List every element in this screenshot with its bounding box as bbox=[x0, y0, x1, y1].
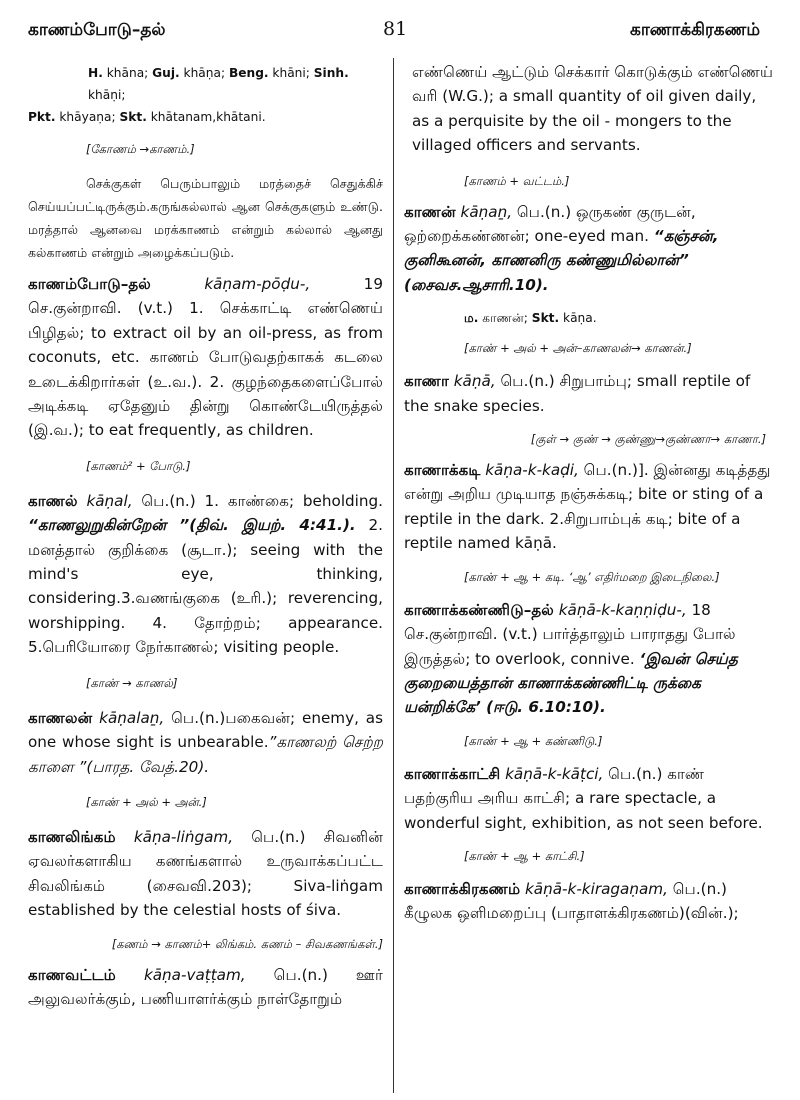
cognate-label: Pkt. bbox=[28, 110, 56, 124]
transliteration: kāṇa-liṅgam, bbox=[115, 827, 234, 846]
headword: காணாக்காட்சி bbox=[404, 764, 501, 783]
entry-kanakkiraganam bbox=[404, 877, 776, 926]
transliteration: kāṇa-k-kaḍi, bbox=[480, 461, 579, 480]
page-header bbox=[28, 18, 760, 58]
definition: 19 செ.குன்றாவி. (v.t.) 1. செக்காட்டி எண்ணெய் பிழிதல்; to extract oil by an oil-press, as from coconuts, etc. காணம் போடுவதற்காகக் கடலை உடைக்கிறார்கள் (உ.வ.). 2. குழந்தைகளைப்போல் அடிக்கடி ஏதேனும் தின்று கொண்டேயிருத்தல் (இ.வ.); to eat frequently, as children. bbox=[28, 275, 383, 440]
etymology: [காண் → காணல்] bbox=[86, 675, 178, 690]
column-divider bbox=[393, 58, 394, 1093]
definition: பெ.(n.) ஊர் அலுவலர்க்கும், பணியாளர்க்கும் நாள்தோறும் bbox=[28, 965, 383, 1008]
transliteration: kāṇā-k-kiragaṇam, bbox=[520, 879, 668, 898]
headword: காணல் bbox=[28, 491, 78, 510]
cognate-label: Skt. bbox=[119, 110, 147, 124]
entry-kanalan bbox=[28, 706, 383, 779]
cognate-label: Skt. bbox=[531, 311, 560, 326]
etymology: [காண் + ஆ + காட்சி.] bbox=[464, 848, 585, 863]
cognate-label: H. bbox=[88, 66, 103, 80]
entry-kanan bbox=[404, 200, 776, 298]
headword: காணம்போடு–தல் bbox=[28, 275, 151, 293]
etymology: [குள் → குண் → குண்ணு→குண்ணா→ காணா.] bbox=[530, 432, 766, 447]
page-number: 81 bbox=[383, 18, 408, 40]
headword: காணலன் bbox=[28, 708, 93, 727]
etymology: [காணம்² + போடு.] bbox=[86, 458, 191, 473]
entry-continuation: எண்ணெய் ஆட்டும் செக்கார் கொடுக்கும் எண்ணெய் வரி (W.G.); a small quantity of oil given daily, as a perquisite by the oil - mongers to the villaged officers and servants. bbox=[412, 63, 773, 155]
transliteration: kāṇa-vaṭṭam, bbox=[115, 965, 246, 984]
header-right-guideword: காணாக்கிரகணம் bbox=[629, 20, 760, 40]
entry-kanakkadi bbox=[404, 458, 776, 556]
entry-kana bbox=[404, 369, 776, 418]
definition: 2. மனத்தால் குறிக்கை (சூடா.); seeing with the mind's eye, thinking, considering.3.வணங்குகை (உரி.); reverencing, worshipping. 4. தோற்றம்; appearance. 5.பெரியோரை நேர்காணல்; visiting people. bbox=[28, 516, 383, 657]
cognate-label: Sinh. bbox=[313, 66, 349, 80]
definition: பெ.(n.) 1. காண்கை; beholding. bbox=[132, 491, 383, 510]
transliteration: kāṇā, bbox=[448, 372, 496, 391]
definition: பெ.(n.) கீழுலக ஒளிமறைப்பு (பாதாளக்கிரகணம்)(வின்.); bbox=[404, 879, 739, 923]
definition: பெ.(n.) காண் பதற்குரிய அரிய காட்சி; a rare spectacle, a wonderful sight, exhibition, as not seen before. bbox=[404, 764, 763, 832]
etymology: [காண் + அல் + அன்.] bbox=[86, 794, 207, 809]
citation: “கஞ்சன், குனிகூனன், காணனிரு கண்ணுமில்லான்” (சைவச.ஆசாரி.10). bbox=[404, 227, 719, 294]
transliteration: kāṇaṉ, bbox=[455, 202, 513, 221]
left-column bbox=[28, 60, 383, 1090]
etymology: [காண் + அல் + அன்–காணலன்→ காணன்.] bbox=[464, 341, 692, 356]
citation: “காணலுறுகின்றேன் ”(திவ். இயற். 4:41.). bbox=[28, 516, 356, 535]
cognate-form: காணன்; bbox=[478, 311, 532, 326]
entry-kanakkannidu bbox=[404, 598, 776, 720]
cognate-form: khāyaṇa; bbox=[55, 110, 120, 124]
headword: காணாக்கடி bbox=[404, 461, 481, 480]
cognate-label: Beng. bbox=[228, 66, 269, 80]
definition: பெ.(n.) ஒருகண் குருடன், ஒற்றைக்கண்ணன்; one-eyed man. bbox=[404, 202, 696, 246]
entry-kanakkatchi bbox=[404, 762, 776, 835]
transliteration: kāṇā-k-kaṇṇiḍu-, bbox=[553, 600, 687, 619]
definition: பெ.(n.)பகைவன்; enemy, as one whose sight is unbearable. bbox=[28, 708, 383, 752]
transliteration: kāṇal, bbox=[77, 491, 133, 510]
etymology: [காண் + ஆ + கடி. ‘ஆ’ எதிர்மறை இடைநிலை.] bbox=[464, 569, 720, 584]
citation: ”காணலற் செற்ற காளை ”(பாரத. வேத்.20). bbox=[28, 733, 383, 776]
cognates-kanam-2 bbox=[28, 106, 383, 128]
etymology: [கோணம் →காணம்.] bbox=[86, 142, 195, 156]
explanatory-note: செக்குகள் பெரும்பாலும் மரத்தைச் செதுக்கிச் செய்யப்பட்டிருக்கும்.கருங்கல்லால் ஆன செக்குகளும் உண்டு. மரத்தால் ஆனவை மரக்காணம் என்றும் கல்லால் ஆனது கல்காணம் என்றும் அழைக்கப்படும். bbox=[28, 176, 383, 260]
definition: 18 செ.குன்றாவி. (v.t.) பார்த்தாலும் பாராதது போல் இருத்தல்; to overlook, connive. bbox=[404, 600, 736, 668]
headword: காணாக்கிரகணம் bbox=[404, 879, 521, 898]
etymology: [கணம் → காணம்+ லிங்கம். கணம் – சிவகணங்கள்.] bbox=[111, 936, 383, 951]
right-column bbox=[404, 60, 776, 1090]
cognate-form: khāni; bbox=[268, 66, 314, 80]
cognate-label: ம. bbox=[464, 311, 479, 326]
etymology: [காண் + ஆ + கண்ணிடு.] bbox=[464, 733, 603, 748]
cognate-form: khātanam,khātani. bbox=[146, 110, 266, 124]
cognate-form: khāṇa; bbox=[179, 66, 229, 80]
cognate-form: kāṇa. bbox=[559, 311, 597, 326]
cognate-form: khāna; bbox=[102, 66, 153, 80]
headword: காணலிங்கம் bbox=[28, 827, 116, 846]
definition: பெ.(n.)]. இன்னது கடித்தது என்று அறிய முடியாத நஞ்சுக்கடி; bite or sting of a reptile in the dark. 2.சிறுபாம்புக் கடி; bite of a reptile named kāṇā. bbox=[404, 461, 771, 553]
cognates-kanam bbox=[28, 62, 383, 106]
headword: காணன் bbox=[404, 202, 456, 221]
entry-kanavattam bbox=[28, 963, 383, 1012]
cognate-label: Guj. bbox=[152, 66, 180, 80]
cognate-form: khāṇi; bbox=[88, 88, 126, 102]
definition: பெ.(n.) சிவனின் ஏவலர்களாகிய கணங்களால் உருவாக்கப்பட்ட சிவலிங்கம் (சைவவி.203); Siva-liṅgam established by the celestial hosts of śiva. bbox=[28, 827, 383, 920]
entry-kanalingam bbox=[28, 825, 383, 923]
headword: காணா bbox=[404, 372, 449, 391]
etymology: [காணம் + வட்டம்.] bbox=[464, 173, 570, 188]
entry-kanampodu bbox=[28, 272, 383, 443]
entry-kanal bbox=[28, 489, 383, 660]
headword: காணாக்கண்ணிடு–தல் bbox=[404, 600, 554, 619]
transliteration: kāṇam-pōḍu-, bbox=[150, 275, 311, 293]
header-left-guideword: காணம்போடு–தல் bbox=[28, 20, 166, 40]
citation: ‘இவன் செய்த குறையைத்தான் காணாக்கண்ணிட்டி ருக்கை யன்றிக்கே’ (ஈடு. 6.10:10). bbox=[404, 649, 738, 717]
headword: காணவட்டம் bbox=[28, 965, 116, 984]
transliteration: kāṇalaṉ, bbox=[92, 708, 165, 727]
transliteration: kāṇā-k-kāṭci, bbox=[500, 764, 604, 783]
cognates-kanan bbox=[404, 307, 776, 329]
definition: பெ.(n.) சிறுபாம்பு; small reptile of the snake species. bbox=[404, 372, 751, 415]
